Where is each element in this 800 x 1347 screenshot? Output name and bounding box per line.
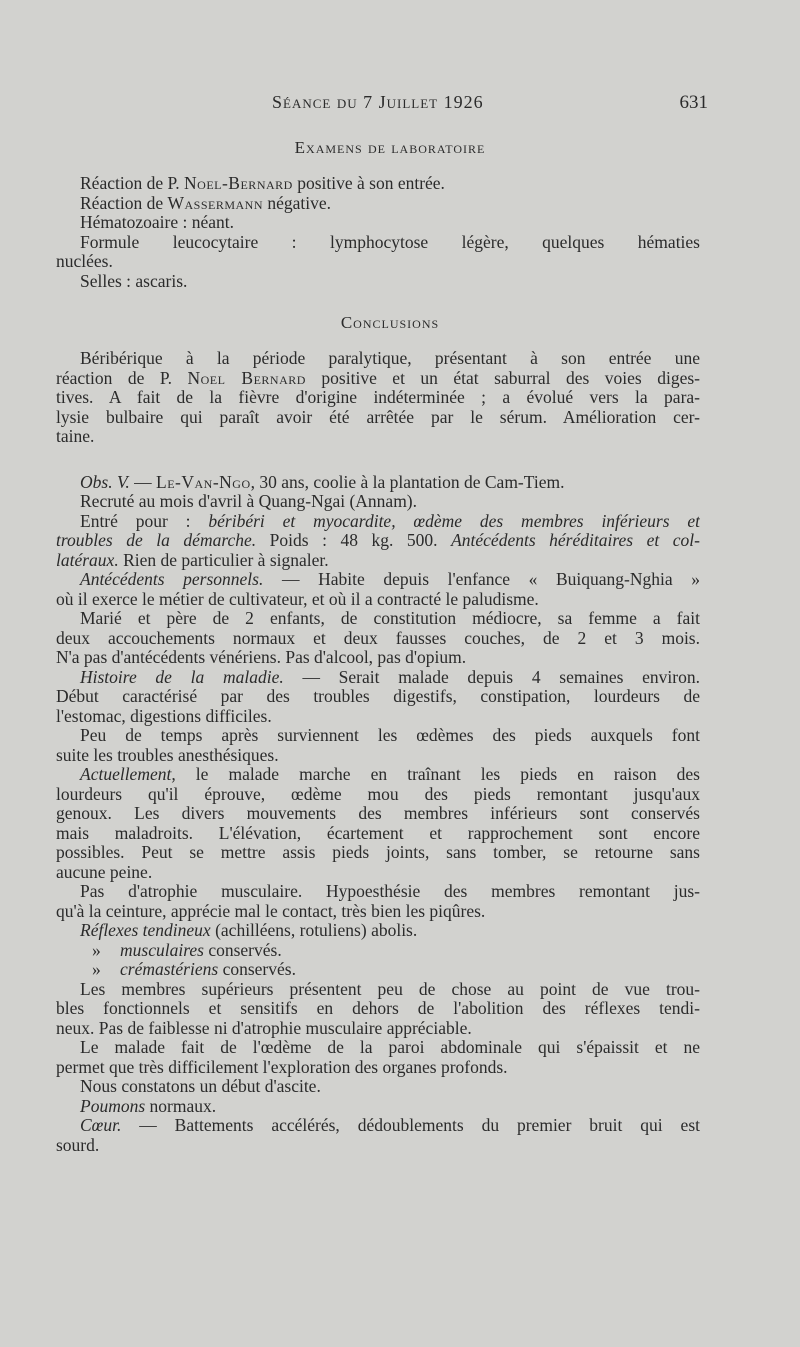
text-line: Réflexes tendineux (achilléens, rotuliens) abolis. xyxy=(80,921,418,940)
lab-results xyxy=(56,174,700,291)
text-line: nuclées. xyxy=(56,252,113,271)
text-line: tives. A fait de la fièvre d'origine indéterminée ; a évolué vers la para- xyxy=(56,388,700,407)
text-line: aucune peine. xyxy=(56,862,153,882)
text-line: lourdeurs qu'il éprouve, œdème mou des pieds remontant jusqu'aux xyxy=(56,784,700,804)
text-line: suite les troubles anesthésiques. xyxy=(56,745,279,765)
text-line: Réaction de Wassermann négative. xyxy=(80,193,332,213)
text-line: où il exerce le métier de cultivateur, et où il a contracté le paludisme. xyxy=(56,589,539,609)
text-line: Poumons normaux. xyxy=(80,1096,217,1116)
text-line: Hématozoaire : néant. xyxy=(80,213,235,232)
text-line: Peu de temps après surviennent les œdèmes des pieds auxquels font xyxy=(80,726,700,745)
page-number: 631 xyxy=(679,92,708,113)
text-line: Marié et père de 2 enfants, de constitution médiocre, sa femme a fait xyxy=(80,609,700,628)
text-line: Le malade fait de l'œdème de la paroi abdominale qui s'épaissit et ne xyxy=(80,1038,700,1057)
text-line: l'estomac, digestions difficiles. xyxy=(56,706,272,726)
text-line: Béribérique à la période paralytique, présentant à son entrée une xyxy=(80,349,700,368)
text-line: neux. Pas de faiblesse ni d'atrophie musculaire appréciable. xyxy=(56,1018,472,1038)
text-line: deux accouchements normaux et deux fausses couches, de 2 et 3 mois. xyxy=(56,628,700,648)
section-heading-lab: Examens de laboratoire xyxy=(294,138,486,157)
observation-v xyxy=(56,473,700,1156)
text-line: Pas d'atrophie musculaire. Hypoesthésie des membres remontant jus- xyxy=(80,882,700,901)
text-line: Cœur. — Battements accélérés, dédoublements du premier bruit qui est xyxy=(80,1116,700,1135)
text-line: Début caractérisé par des troubles digestifs, constipation, lourdeurs de xyxy=(56,687,700,706)
text-line: mais maladroits. L'élévation, écartement et rapprochement sont encore xyxy=(56,823,700,843)
text-line: Entré pour : béribéri et myocardite, œdème des membres inférieurs et xyxy=(80,511,700,531)
text-line: bles fonctionnels et sensitifs en dehors de l'abolition des réflexes tendi- xyxy=(56,999,700,1018)
text-line: réaction de P. Noel Bernard positive et un état saburral des voies diges- xyxy=(56,368,700,388)
text-line: » crémastériens conservés. xyxy=(92,960,296,979)
text-line: lysie bulbaire qui paraît avoir été arrêtée par le sérum. Amélioration cer- xyxy=(56,407,700,427)
text-line: Nous constatons un début d'ascite. xyxy=(80,1077,321,1096)
text-line: latéraux. Rien de particulier à signaler. xyxy=(56,550,329,570)
text-line: sourd. xyxy=(56,1135,100,1155)
text-line: Formule leucocytaire : lymphocytose légère, quelques hématies xyxy=(80,232,700,252)
text-line: Actuellement, le malade marche en traînant les pieds en raison des xyxy=(80,765,700,784)
text-line: qu'à la ceinture, apprécie mal le contact, très bien les piqûres. xyxy=(56,901,486,921)
text-line: Obs. V. — Le-Van-Ngo, 30 ans, coolie à la plantation de Cam-Tiem. xyxy=(80,472,565,492)
text-line: Réaction de P. Noel-Bernard positive à son entrée. xyxy=(80,174,445,193)
text-line: Selles : ascaris. xyxy=(80,271,188,291)
running-header xyxy=(56,92,708,132)
text-line: troubles de la démarche. Poids : 48 kg. 500. Antécédents héréditaires et col- xyxy=(56,531,700,550)
text-line: Antécédents personnels. — Habite depuis l'enfance « Buiquang-Nghia » xyxy=(80,570,700,589)
text-line: taine. xyxy=(56,427,95,446)
running-title: Séance du 7 Juillet 1926 xyxy=(272,92,484,112)
text-line: » musculaires conservés. xyxy=(92,940,282,960)
text-line: genoux. Les divers mouvements des membres inférieurs sont conservés xyxy=(56,804,700,823)
text-line: permet que très difficilement l'exploration des organes profonds. xyxy=(56,1057,508,1077)
text-line: possibles. Peut se mettre assis pieds joints, sans tomber, se retourne sans xyxy=(56,843,700,862)
text-line: Histoire de la maladie. — Serait malade depuis 4 semaines environ. xyxy=(80,667,700,687)
text-line: Les membres supérieurs présentent peu de chose au point de vue trou- xyxy=(80,979,700,999)
text-line: N'a pas d'antécédents vénériens. Pas d'alcool, pas d'opium. xyxy=(56,648,467,667)
section-heading-conclusions: Conclusions xyxy=(340,313,440,332)
conclusions-paragraph xyxy=(56,349,700,447)
text-line: Recruté au mois d'avril à Quang-Ngai (Annam). xyxy=(80,492,418,511)
